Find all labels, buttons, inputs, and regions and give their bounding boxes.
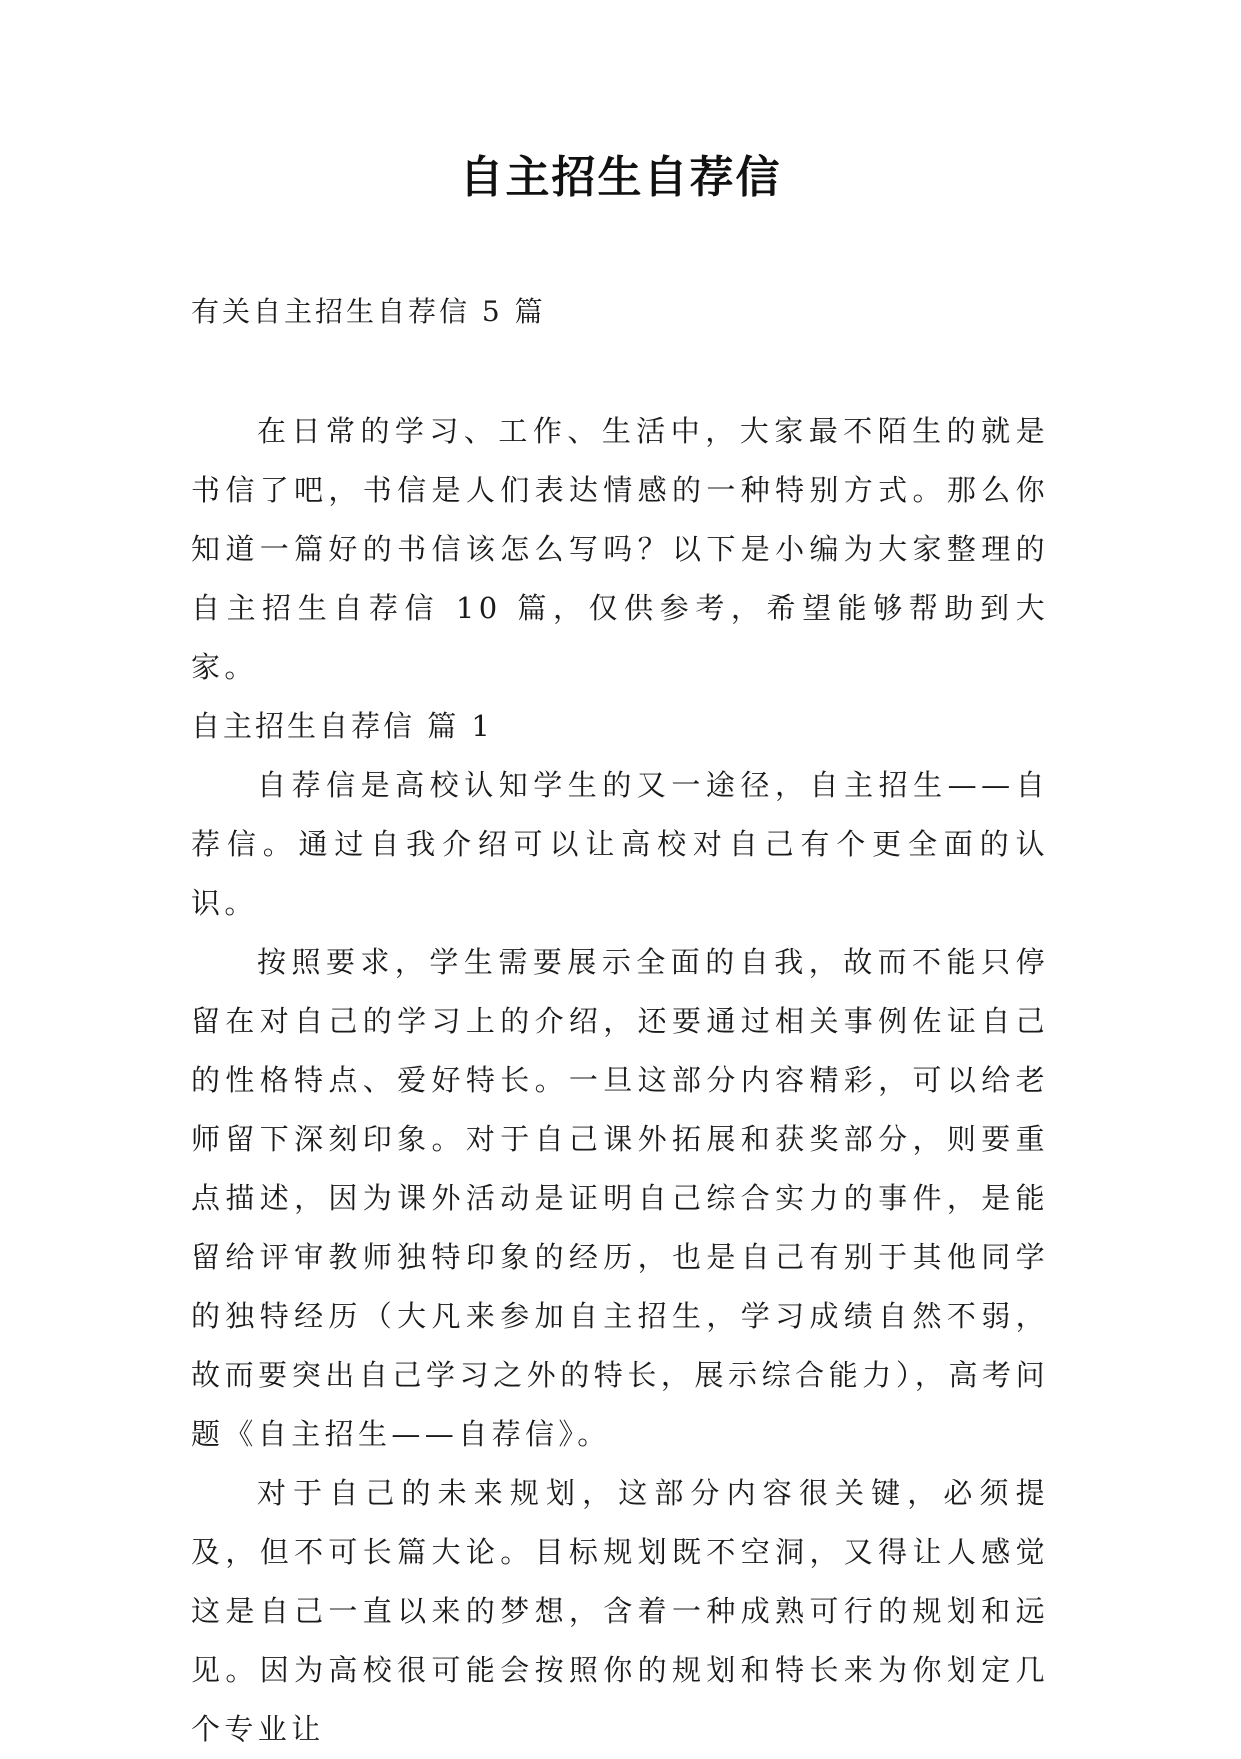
document-subtitle: 有关自主招生自荐信 5 篇 <box>191 295 546 328</box>
paragraph: 对于自己的未来规划，这部分内容很关键，必须提及，但不可长篇大论。目标规划既不空洞，又得让人感觉这是自己一直以来的梦想，含着一种成熟可行的规划和远见。因为高校很可能会按照你的规划和特长来为你划定几个专业让 <box>191 1476 1049 1746</box>
paragraph: 自荐信是高校认知学生的又一途径，自主招生——自荐信。通过自我介绍可以让高校对自己有个更全面的认识。 <box>191 768 1049 920</box>
document-body <box>191 402 1049 1759</box>
section-heading: 自主招生自荐信 篇 1 <box>191 709 493 743</box>
paragraph-intro: 在日常的学习、工作、生活中，大家最不陌生的就是书信了吧，书信是人们表达情感的一种特别方式。那么你知道一篇好的书信该怎么写吗？以下是小编为大家整理的自主招生自荐信 10 篇，仅供参考，希望能够帮助到大家。 <box>191 414 1049 684</box>
paragraph: 按照要求，学生需要展示全面的自我，故而不能只停留在对自己的学习上的介绍，还要通过相关事例佐证自己的性格特点、爱好特长。一旦这部分内容精彩，可以给老师留下深刻印象。对于自己课外拓展和获奖部分，则要重点描述，因为课外活动是证明自己综合实力的事件，是能留给评审教师独特印象的经历，也是自己有别于其他同学的独特经历（大凡来参加自主招生，学习成绩自然不弱，故而要突出自己学习之外的特长，展示综合能力），高考问题《自主招生——自荐信》。 <box>191 945 1049 1451</box>
document-title: 自主招生自荐信 <box>459 152 782 203</box>
